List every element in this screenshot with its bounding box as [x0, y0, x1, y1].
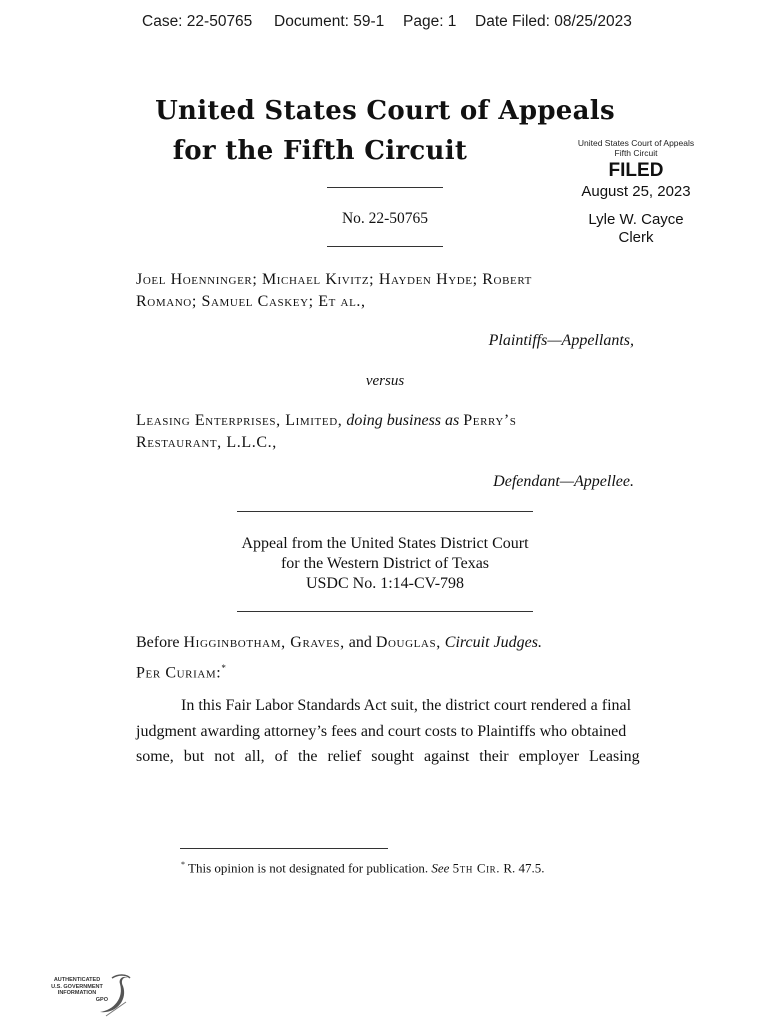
footnote-see: See: [431, 860, 450, 876]
seal-line1: AUTHENTICATED: [53, 977, 101, 983]
header-date-filed: Date Filed: 08/25/2023: [475, 13, 632, 30]
footnote-cite-rest: R. 47.5.: [503, 860, 545, 876]
footnote-divider: [180, 848, 388, 849]
plaintiffs-line2: Romano; Samuel Caskey; Et al.,: [136, 293, 366, 310]
defendant-name-cont: Perry’s: [463, 412, 517, 429]
header-case: Case: 22-50765: [142, 13, 253, 30]
appeal-line1: Appeal from the United States District Court: [241, 535, 529, 552]
plaintiffs-line1: Joel Hoenninger; Michael Kivitz; Hayden Hyde; Robert: [136, 271, 532, 288]
seal-line4: GPO: [95, 996, 108, 1003]
court-title-line1: United States Court of Appeals: [155, 96, 615, 126]
gpo-seal: [40, 972, 132, 1018]
defendant-line2: Restaurant, L.L.C.,: [136, 434, 277, 451]
stamp-court-line2: Fifth Circuit: [614, 148, 658, 158]
header-document: Document: 59-1: [274, 13, 385, 30]
before-judge3: Douglas,: [375, 634, 441, 651]
divider: [327, 246, 443, 247]
divider: [237, 511, 533, 512]
before-title: Circuit Judges.: [444, 634, 542, 651]
appeal-line2: for the Western District of Texas: [280, 555, 490, 572]
footnote-cite: 5th Cir.: [452, 860, 501, 876]
stamp-court-line1: United States Court of Appeals: [577, 138, 695, 148]
opinion-line3: some, but not all, of the relief sought against their employer Leasing: [136, 748, 640, 765]
divider: [327, 187, 443, 188]
stamp-date: August 25, 2023: [581, 183, 691, 200]
footnote-mark: *: [181, 860, 185, 869]
footnote-marker: *: [221, 663, 226, 673]
before-judges: Higginbotham, Graves,: [183, 634, 345, 651]
footnote: [181, 860, 545, 876]
seal-line3: INFORMATION: [57, 990, 97, 996]
defendant-role: Defendant—Appellee.: [493, 473, 634, 490]
stamp-clerk-name: Lyle W. Cayce: [588, 211, 684, 228]
case-number: No. 22-50765: [341, 210, 429, 227]
before-and: and: [348, 634, 372, 651]
opinion-line2: judgment awarding attorney’s fees and court costs to Plaintiffs who obtained: [136, 723, 627, 740]
defendant-line1: [136, 412, 517, 430]
opinion-line1: In this Fair Labor Standards Act suit, the district court rendered a final: [181, 697, 632, 714]
defendant-name: Leasing Enterprises, Limited,: [136, 412, 343, 429]
seal-line2: U.S. GOVERNMENT: [51, 983, 103, 990]
stamp-clerk-title: Clerk: [618, 229, 654, 246]
divider: [237, 611, 533, 612]
appeal-line3: USDC No. 1:14-CV-798: [305, 575, 465, 592]
versus: versus: [365, 373, 405, 389]
per-curiam-label: Per Curiam:: [136, 664, 222, 682]
per-curiam: [136, 663, 226, 682]
before-line: [136, 634, 542, 652]
before-prefix: Before: [136, 634, 180, 651]
footnote-text: This opinion is not designated for publication.: [188, 860, 429, 876]
header-page: Page: 1: [403, 13, 457, 30]
stamp-filed: FILED: [608, 160, 664, 181]
defendant-dba: doing business as: [346, 412, 460, 429]
plaintiffs-role: Plaintiffs—Appellants,: [488, 332, 634, 349]
court-title-line2: for the Fifth Circuit: [172, 136, 468, 166]
